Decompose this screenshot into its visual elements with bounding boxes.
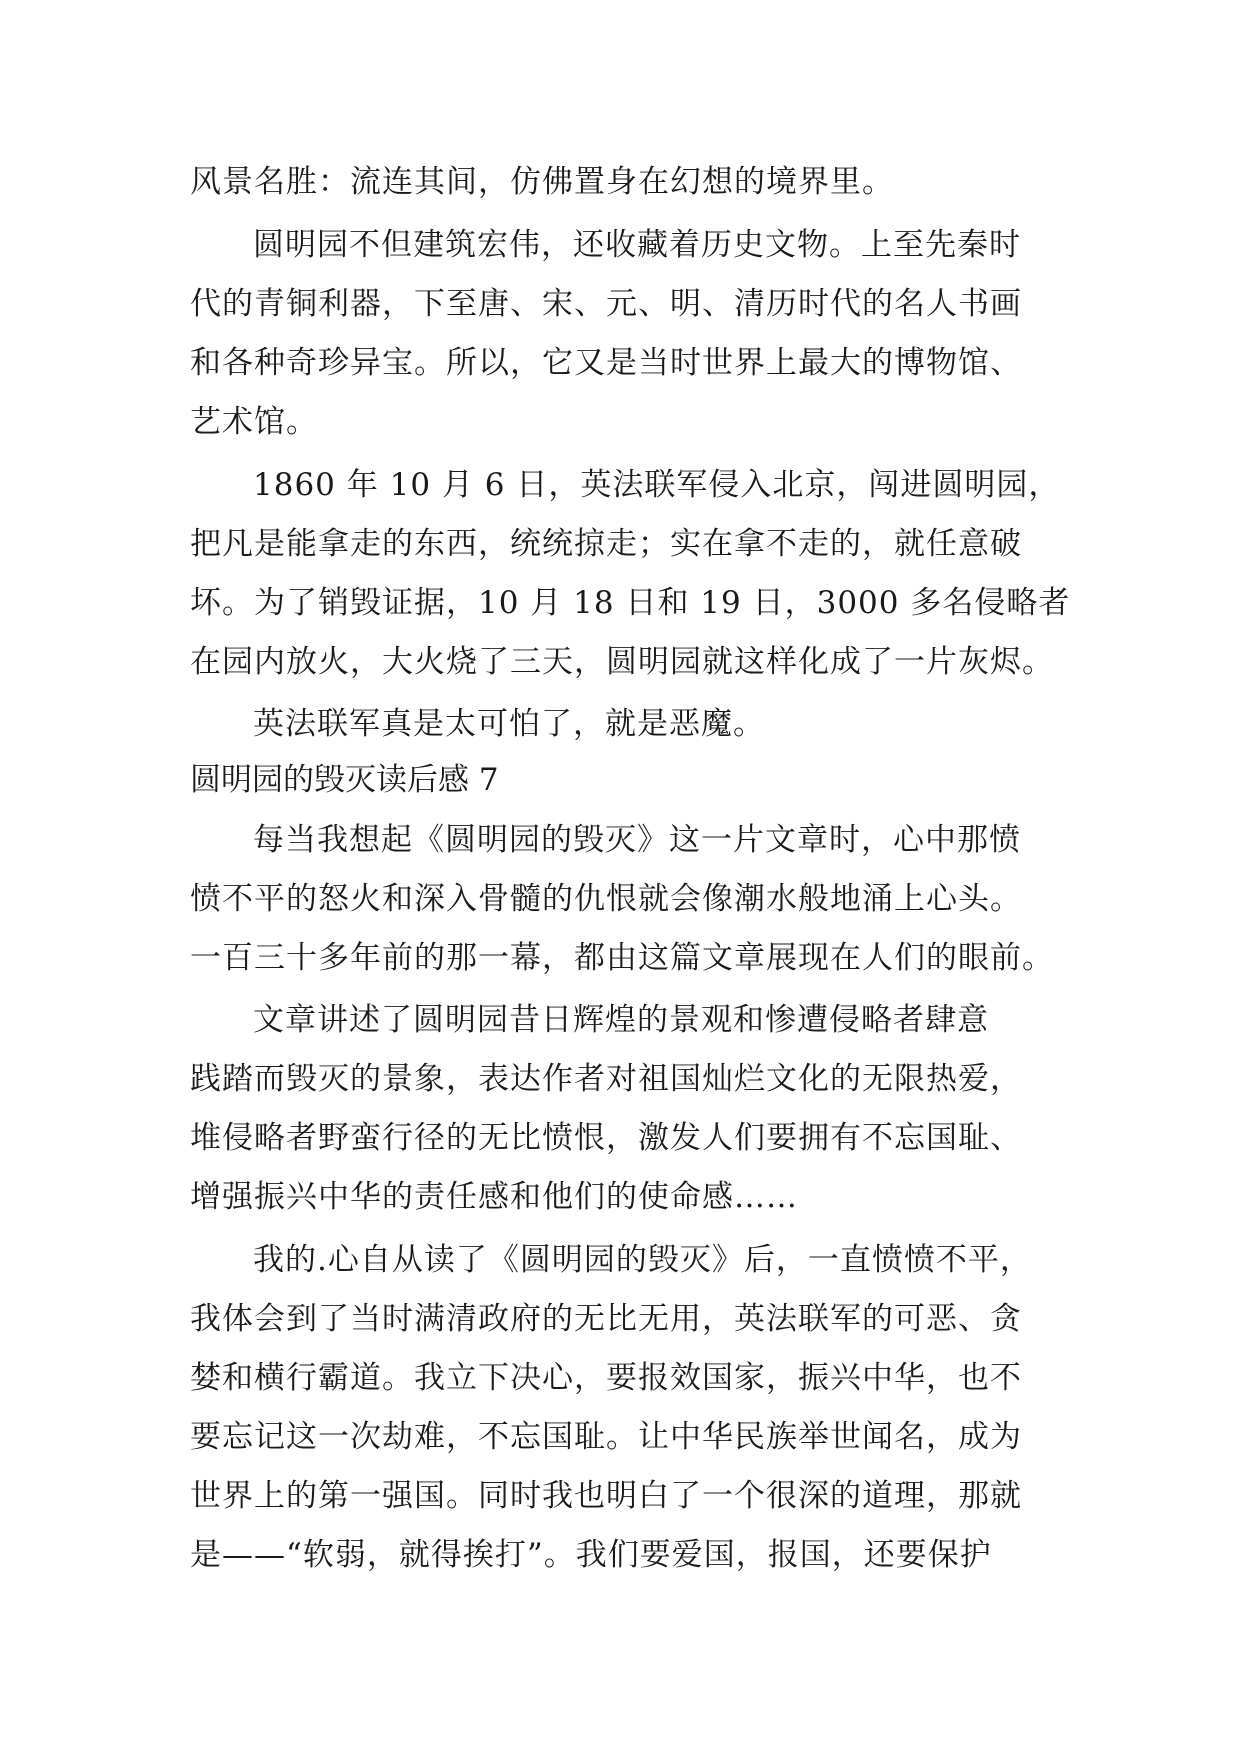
text-line: 世界上的第一强国。同时我也明白了一个很深的道理，那就	[190, 1478, 1022, 1514]
text-line: 我体会到了当时满清政府的无比无用，英法联军的可恶、贪	[190, 1301, 1022, 1337]
text-line: 代的青铜利器，下至唐、宋、元、明、清历时代的名人书画	[190, 286, 1022, 322]
paragraph-start-line: 每当我想起《圆明园的毁灭》这一片文章时，心中那愤	[253, 822, 1021, 858]
text-line: 要忘记这一次劫难，不忘国耻。让中华民族举世闻名，成为	[190, 1419, 1022, 1455]
text-line: 是——“软弱，就得挨打”。我们要爱国，报国，还要保护	[190, 1537, 992, 1573]
text-line: 艺术馆。	[190, 404, 318, 440]
paragraph-start-line: 英法联军真是太可怕了，就是恶魔。	[253, 706, 765, 742]
text-line: 增强振兴中华的责任感和他们的使命感……	[190, 1179, 798, 1215]
text-line: 婪和横行霸道。我立下决心，要报效国家，振兴中华，也不	[190, 1360, 1022, 1396]
text-line: 堆侵略者野蛮行径的无比愤恨，激发人们要拥有不忘国耻、	[190, 1120, 1022, 1156]
paragraph-start-line: 我的.心自从读了《圆明园的毁灭》后，一直愤愤不平，	[253, 1242, 1032, 1278]
text-line: 风景名胜：流连其间，仿佛置身在幻想的境界里。	[190, 164, 894, 200]
paragraph-start-line: 1860 年 10 月 6 日，英法联军侵入北京，闯进圆明园，	[253, 467, 1061, 503]
section-heading: 圆明园的毁灭读后感 7	[190, 762, 499, 798]
paragraph-start-line: 圆明园不但建筑宏伟，还收藏着历史文物。上至先秦时	[253, 227, 1021, 263]
text-line: 坏。为了销毁证据，10 月 18 日和 19 日，3000 多名侵略者	[190, 585, 1071, 621]
text-line: 在园内放火，大火烧了三天，圆明园就这样化成了一片灰烬。	[190, 644, 1054, 680]
paragraph-start-line: 文章讲述了圆明园昔日辉煌的景观和惨遭侵略者肆意	[253, 1002, 989, 1038]
text-line: 和各种奇珍异宝。所以，它又是当时世界上最大的博物馆、	[190, 345, 1022, 381]
text-line: 愤不平的怒火和深入骨髓的仇恨就会像潮水般地涌上心头。	[190, 881, 1022, 917]
text-line: 践踏而毁灭的景象，表达作者对祖国灿烂文化的无限热爱，	[190, 1061, 1022, 1097]
text-line: 一百三十多年前的那一幕，都由这篇文章展现在人们的眼前。	[190, 940, 1054, 976]
text-line: 把凡是能拿走的东西，统统掠走；实在拿不走的，就任意破	[190, 526, 1022, 562]
